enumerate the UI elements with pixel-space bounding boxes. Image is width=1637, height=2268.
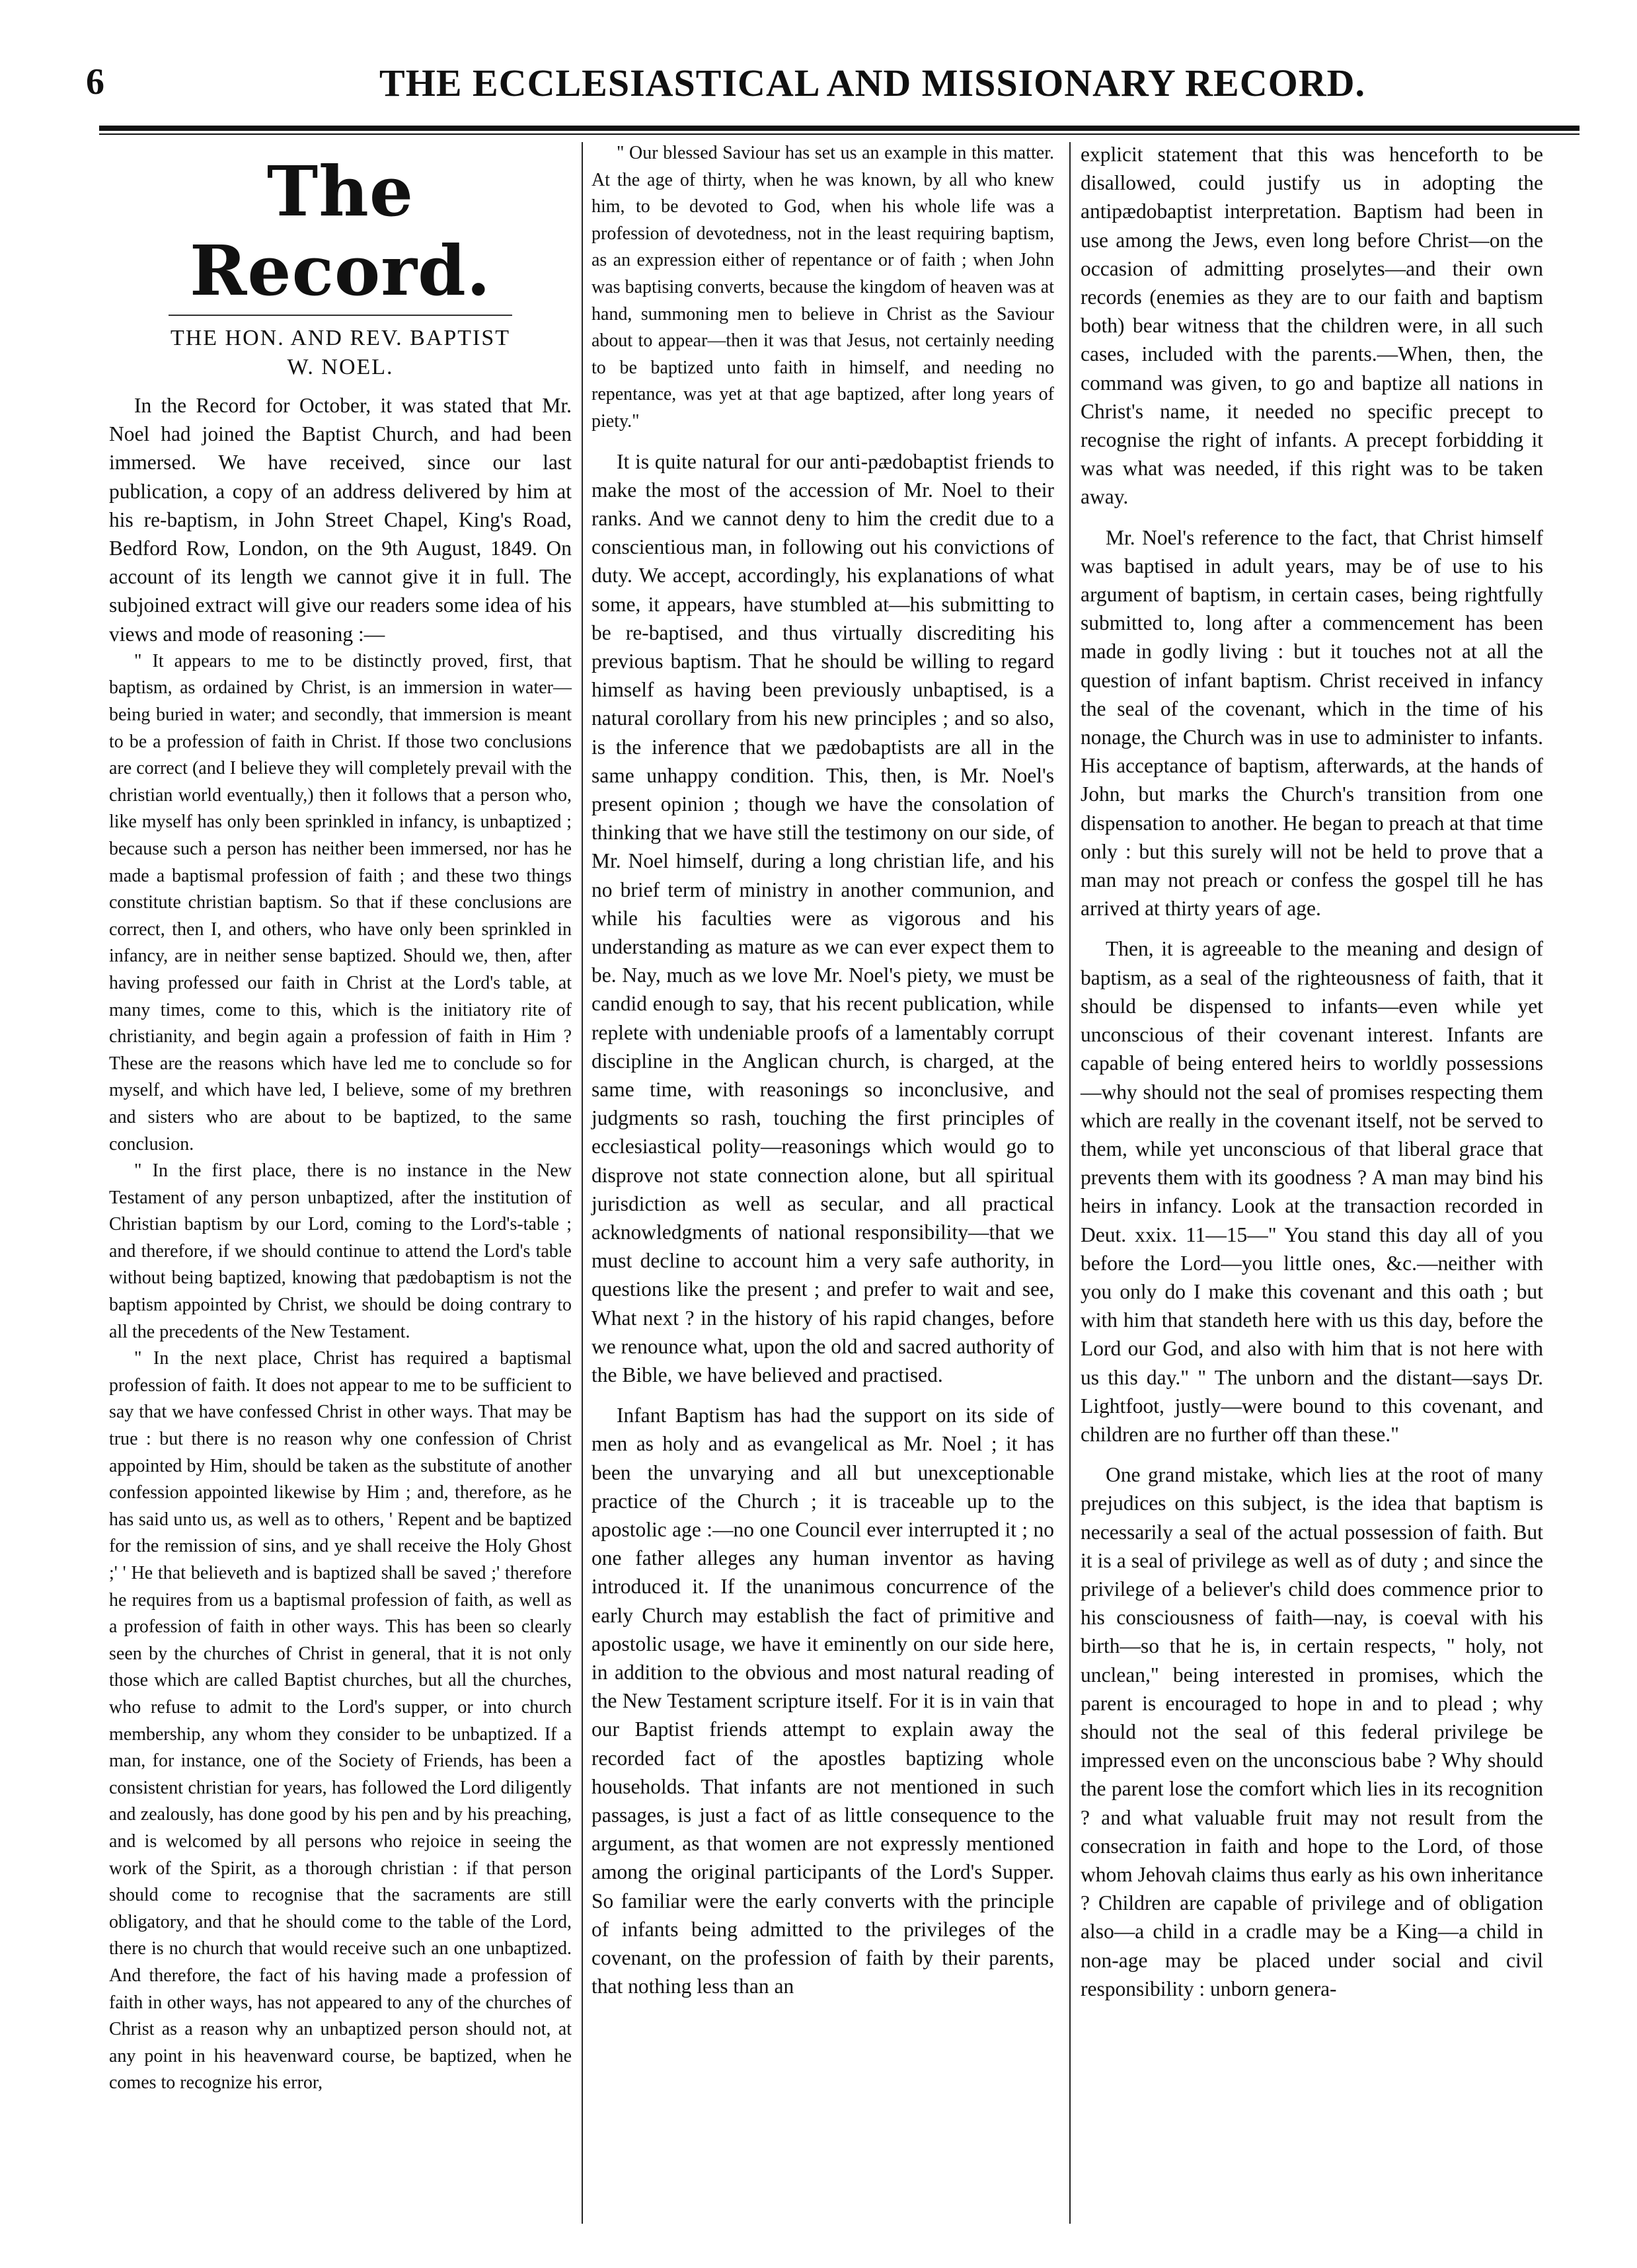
paragraph: Mr. Noel's reference to the fact, that Christ himself was baptised in adult years, may be of use to his argument of baptism, in certain cases, being rightfully submitted to, long after a commencement has been made in godly living : but it touches not at all the question of infant baptism. Christ received in infancy the seal of the covenant, which in the time of his nonage, the Church was in use to administer to infants. His acceptance of baptism, afterwards, at the hands of John, but marks the Church's transition from one dispensation to another. He began to preach at that time only : but this surely will not be held to prove that a man may not preach or confess the gospel till he has arrived at thirty years of age.	[1081, 525, 1543, 921]
column-divider	[582, 142, 583, 2224]
paragraph: explicit statement that this was henceforth to be disallowed, could justify us in adopting the antipædobaptist interpretation. Baptism had been in use among the Jews, even long before Christ—on the occasion of admitting proselytes—and their own records (enemies as they are to our faith and baptism both) bear witness that the children were, in all such cases, included with the parents.—When, then, the command was given, to go and baptize all nations in Christ's name, it needed no specific precept to recognise the right of infants. A precept forbidding it was what was needed, if this right was to be taken away.	[1081, 143, 1543, 509]
page-header	[86, 61, 1580, 107]
quoted-paragraph: " In the next place, Christ has required a baptismal profession of faith. It does not appear to me to be sufficient to say that we have confessed Christ in other ways. That may be true : but there is no reason why one confession of Christ appointed by Him, should be taken as the substitute of another confession appointed likewise by Him ; and, therefore, as he has said unto us, as well as to others, ' Repent and be baptized for the remission of sins, and ye shall receive the Holy Ghost ;' ' He that believeth and is baptized shall be saved ;' therefore he requires from us a baptismal profession of faith, as well as a profession of faith in other ways. This has been so clearly seen by the churches of Christ in general, that it is not only those which are called Baptist churches, but all the churches, who refuse to admit to the Lord's supper, or into church membership, any whom they consider to be unbaptized. If a man, for instance, one of the Society of Friends, has been a consistent christian for years, has followed the Lord diligently and zealously, has done good by his pen and by his preaching, and is welcomed by all persons who rejoice in seeing the work of the Spirit, as a thorough christian : if that person should come to recognise that the sacraments are still obligatory, and that he should come to the table of the Lord, there is no church that would receive such an one unbaptized. And therefore, the fact of his having made a profession of faith in other ways, has not appeared to any of the churches of Christ as a reason why an unbaptized person should not, at any point in his heavenward course, be baptized, when he comes to recognize his error,	[109, 1348, 572, 2094]
paragraph: Then, it is agreeable to the meaning and design of baptism, as a seal of the righteousness of faith, that it should be dispensed to infants—even while yet unconscious of their covenant interest. Infants are capable of being entered heirs to worldly possessions—why should not the seal of promises respecting them which are really in the covenant itself, not be served to them, while yet unconscious of that liberal grace that prevents them with its goodness ? A man may bind his heirs in infancy. Look at the transaction recorded in Deut. xxix. 11—15—" You stand this day all of you before the Lord—you little ones, &c.—neither with you only do I make this covenant and this oath ; but with him that standeth here with us this day, before the Lord our God, and also with him that is not here with us this day." " The unborn and the distant—says Dr. Lightfoot, justly—were bound to this covenant, and children are no further off than these."	[1081, 937, 1543, 1446]
article-title-line: THE HON. AND REV. BAPTIST	[170, 326, 511, 350]
header-rule	[99, 126, 1580, 131]
column-2	[591, 140, 1054, 2001]
page-number: 6	[86, 61, 106, 102]
journal-title: THE ECCLESIASTICAL AND MISSIONARY RECORD.	[379, 61, 1365, 104]
masthead-rule	[169, 315, 512, 316]
article-title-line: W. NOEL.	[287, 355, 394, 379]
article-title	[109, 324, 572, 382]
header-rule-thin	[99, 133, 1580, 135]
paragraph: It is quite natural for our anti-pædobaptist friends to make the most of the accession of Mr. Noel to their ranks. And we cannot deny to him the credit due to a conscientious man, in following out his convictions of duty. We accept, accordingly, his explanations of what some, it appears, have stumbled at—his submitting to be re-baptised, and thus virtually discrediting his previous baptism. That he should be willing to regard himself as having been previously unbaptised, is a natural corollary from his new principles ; and so also, is the inference that we pædobaptists are all in the same unhappy condition. This, then, is Mr. Noel's present opinion ; though we have the consolation of thinking that we have still the testimony on our side, of Mr. Noel himself, during a long christian life, and his no brief term of ministry in another communion, and while his faculties were as vigorous and his understanding as mature as we can ever expect them to be. Nay, much as we love Mr. Noel's piety, we must be candid enough to say, that his recent publication, while replete with undeniable proofs of a lamentably corrupt discipline in the Anglican church, is charged, at the same time, with reasonings so inconclusive, and judgments so rash, touching the first principles of ecclesiastical polity—reasonings which would go to disprove not state connection alone, but all spiritual jurisdiction as well as secular, and all practical acknowledgments of national responsibility—that we must decline to account him a very safe authority, in questions like the present ; and prefer to wait and see, What next ? in the history of his rapid changes, before we renounce what, upon the old and sacred authority of the Bible, we have believed and practised.	[591, 449, 1054, 1387]
column-divider	[1069, 142, 1071, 2224]
quoted-paragraph: " In the first place, there is no instance in the New Testament of any person unbaptized, after the institution of Christian baptism by our Lord, coming to the Lord's-table ; and therefore, if we should continue to attend the Lord's table without being baptized, knowing that pædobaptism is not the baptism appointed by Christ, we should be doing contrary to all the precedents of the New Testament.	[109, 1160, 572, 1342]
masthead: The Record.	[189, 151, 491, 311]
paragraph: Infant Baptism has had the support on its side of men as holy and as evangelical as Mr. Noel ; it has been the unvarying and all but unexceptionable practice of the Church ; it is traceable up to the apostolic age :—no one Council ever interrupted it ; no one father alleges any human inventor as having introduced it. If the unanimous concurrence of the early Church may establish the fact of primitive and apostolic usage, we have it eminently on our side here, in addition to the obvious and most natural reading of the New Testament scripture itself. For it is in vain that our Baptist friends attempt to explain away the recorded fact of the apostles baptizing whole households. That infants are not mentioned in such passages, is just a fact of as little consequence to the argument, as that women are not expressly mentioned among the original participants of the Lord's Supper. So familiar were the early converts with the principle of infants being admitted to the privileges of the covenant, on the profession of faith by their parents, that nothing less than an	[591, 1404, 1054, 1998]
column-3	[1081, 140, 1543, 2003]
quoted-paragraph: " Our blessed Saviour has set us an example in this matter. At the age of thirty, when he was known, by all who knew him, to be devoted to God, when his whole life was a profession of devotedness, not in the least requiring baptism, as an expression either of repentance or of faith ; when John was baptising converts, because the kingdom of heaven was at hand, summoning men to believe in Christ as the Saviour about to appear—then it was that Jesus, not certainly needing to be baptized unto faith in himself, and needing no repentance, was yet at that age baptized, after long years of piety."	[591, 143, 1054, 432]
paragraph: One grand mistake, which lies at the root of many prejudices on this subject, is the idea that baptism is necessarily a seal of the actual possession of faith. But it is a seal of privilege as well as of duty ; and since the privilege of a believer's child does commence prior to his consciousness of faith—nay, is coeval with his birth—so that he is, in certain respects, " holy, not unclean," being interested in promises, which the parent is encouraged to hope in and to plead ; why should not the seal of this federal privilege be impressed even on the unconscious babe ? Why should the parent lose the comfort which lies in its recognition ? and what valuable fruit may not result from the consecration in faith and hope to the Lord, of those whom Jehovah claims thus early as his own inheritance ? Children are capable of privilege and of obligation also—a child in a cradle may be a King—a child in non-age may be placed under social and civil responsibility : unborn genera-	[1081, 1463, 1543, 2000]
column-1	[109, 140, 572, 2097]
quoted-paragraph: " It appears to me to be distinctly proved, first, that baptism, as ordained by Christ, is an immersion in water—being buried in water; and secondly, that immersion is meant to be a profession of faith in Christ. If those two conclusions are correct (and I believe they will completely prevail with the christian world eventually,) then it follows that a person who, like myself has only been sprinkled in infancy, is unbaptized ; because such a person has neither been immersed, nor has he made a baptismal profession of faith ; and these two things constitute christian baptism. So that if these conclusions are correct, then I, and others, who have only been sprinkled in infancy, are in neither sense baptized. Should we, then, after having professed our faith in Christ at the Lord's table, at many times, come to this, which is the initiatory rite of christianity, and begin again a profession of faith in Him ? These are the reasons which have led me to conclude so for myself, and which have led, I believe, some of my brethren and sisters who are about to be baptized, to the same conclusion.	[109, 650, 572, 1154]
paragraph: In the Record for October, it was stated that Mr. Noel had joined the Baptist Church, and had been immersed. We have received, since our last publication, a copy of an address delivered by him at his re-baptism, in John Street Chapel, King's Road, Bedford Row, London, on the 9th August, 1849. On account of its length we cannot give it in full. The subjoined extract will give our readers some idea of his views and mode of reasoning :—	[109, 394, 572, 646]
